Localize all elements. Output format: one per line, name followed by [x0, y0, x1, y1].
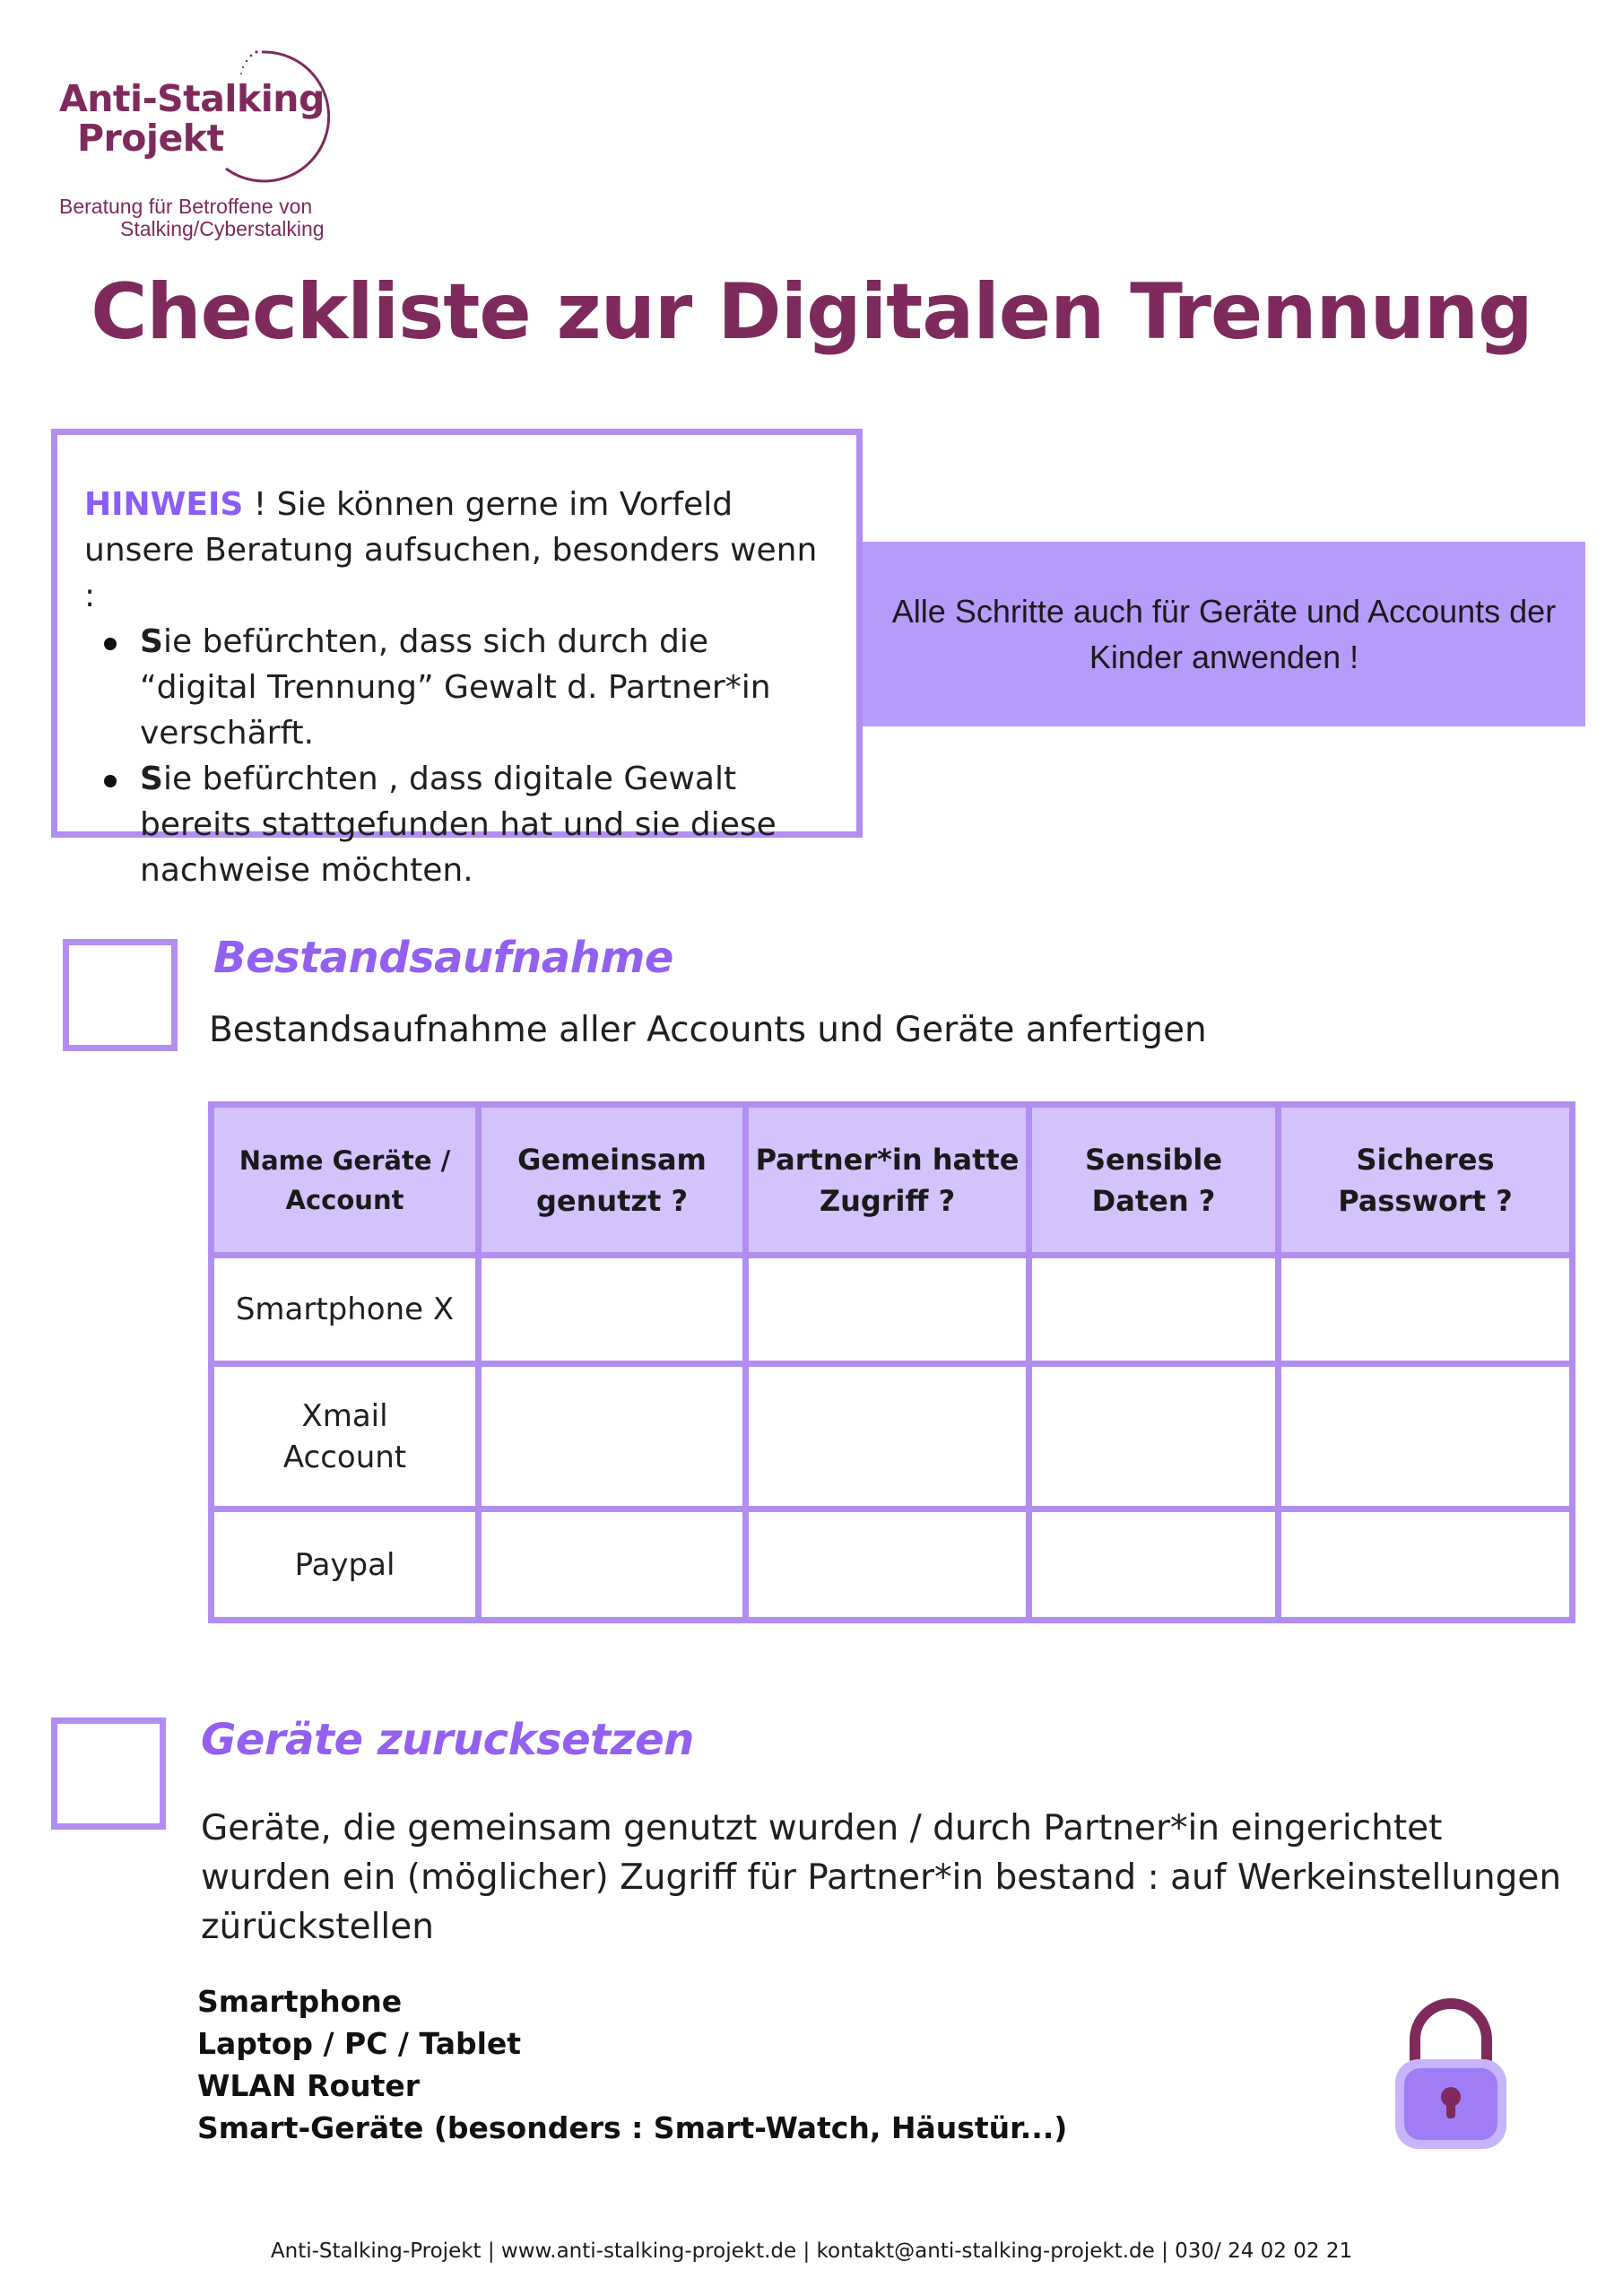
- table-cell-name: Xmail Account: [212, 1364, 479, 1509]
- logo-title-line2: Projekt: [77, 117, 224, 160]
- inventory-table: [208, 1101, 1575, 1623]
- table-cell[interactable]: [746, 1509, 1029, 1621]
- table-cell[interactable]: [1029, 1364, 1279, 1509]
- header-partner-zugriff: Partner*in hatte Zugriff ?: [746, 1105, 1029, 1256]
- logo-title-line1: Anti-Stalking: [59, 77, 325, 120]
- hint-bullet: [84, 756, 829, 893]
- header-sicheres-passwort: Sicheres Passwort ?: [1279, 1105, 1573, 1256]
- header-sensible-daten: Sensible Daten ?: [1029, 1105, 1279, 1256]
- hint-bullet-initial: S: [140, 623, 163, 660]
- logo-tagline-line1: Beratung für Betroffene von: [59, 195, 313, 218]
- table-cell[interactable]: [746, 1256, 1029, 1364]
- logo-tagline-line2: Stalking/Cyberstalking: [120, 217, 325, 240]
- hint-list: [84, 619, 829, 893]
- bestandsaufnahme-checkbox[interactable]: [63, 939, 178, 1051]
- table-cell[interactable]: [1279, 1256, 1573, 1364]
- page-title: Checkliste zur Digitalen Trennung: [91, 267, 1532, 357]
- list-item: Laptop / PC / Tablet: [197, 2026, 522, 2061]
- list-item: Smartphone: [197, 1984, 403, 2019]
- table-cell[interactable]: [1279, 1364, 1573, 1509]
- hint-bullet-initial: S: [140, 761, 163, 797]
- header-gemeinsam-genutzt: Gemeinsam genutzt ?: [479, 1105, 746, 1256]
- list-item: WLAN Router: [197, 2068, 421, 2103]
- hint-box: [51, 429, 863, 889]
- hint-label: HINWEIS: [84, 486, 244, 523]
- table-cell[interactable]: [1029, 1509, 1279, 1621]
- table-row: [212, 1509, 1573, 1621]
- table-cell-name: Paypal: [212, 1509, 479, 1621]
- geraete-zuruecksetzen-title: Geräte zurucksetzen: [201, 1715, 694, 1765]
- hint-bullet: [84, 619, 829, 756]
- table-cell[interactable]: [1029, 1256, 1279, 1364]
- geraete-zuruecksetzen-description: Geräte, die gemeinsam genutzt wurden / durch Partner*in eingerichtet wurden ein (möglicher) Zugriff für Partner*in bestand : auf Werkeinstellungen zürückstellen: [201, 1808, 1562, 1947]
- table-cell[interactable]: [1279, 1509, 1573, 1621]
- table-cell[interactable]: [746, 1364, 1029, 1509]
- table-header-row: [212, 1105, 1573, 1256]
- header-name-geraete: Name Geräte / Account: [212, 1105, 479, 1256]
- table-cell[interactable]: [479, 1509, 746, 1621]
- hint-intro: [84, 482, 829, 619]
- logo: [56, 43, 360, 249]
- table-cell[interactable]: [479, 1364, 746, 1509]
- table-row: [212, 1256, 1573, 1364]
- table-cell-name: Smartphone X: [212, 1256, 479, 1364]
- bestandsaufnahme-title: Bestandsaufnahme: [213, 933, 673, 983]
- footer: Anti-Stalking-Projekt | www.anti-stalking-projekt.de | kontakt@anti-stalking-projekt.de | 030/ 24 02 02 21: [270, 2239, 1353, 2263]
- lock-icon: [1392, 1993, 1510, 2151]
- table-cell[interactable]: [479, 1256, 746, 1364]
- logo-title: [59, 79, 325, 158]
- table-row: [212, 1364, 1573, 1509]
- logo-tagline: [59, 196, 355, 240]
- geraete-zuruecksetzen-checkbox[interactable]: [51, 1718, 166, 1830]
- list-item: Smart-Geräte (besonders : Smart-Watch, Häustür...): [197, 2110, 1068, 2145]
- hint-intro-text: ! Sie können gerne im Vorfeld unsere Beratung aufsuchen, besonders wenn :: [84, 486, 818, 614]
- kids-note: Alle Schritte auch für Geräte und Accounts der Kinder anwenden !: [863, 542, 1585, 726]
- hint-bullet-text: ie befürchten , dass digitale Gewalt bereits stattgefunden hat und sie diese nachweise möchten.: [140, 761, 777, 889]
- bestandsaufnahme-description: Bestandsaufnahme aller Accounts und Geräte anfertigen: [209, 1010, 1207, 1050]
- device-list: [197, 1980, 1067, 2149]
- hint-bullet-text: ie befürchten, dass sich durch die “digital Trennung” Gewalt d. Partner*in verschärft.: [140, 623, 771, 752]
